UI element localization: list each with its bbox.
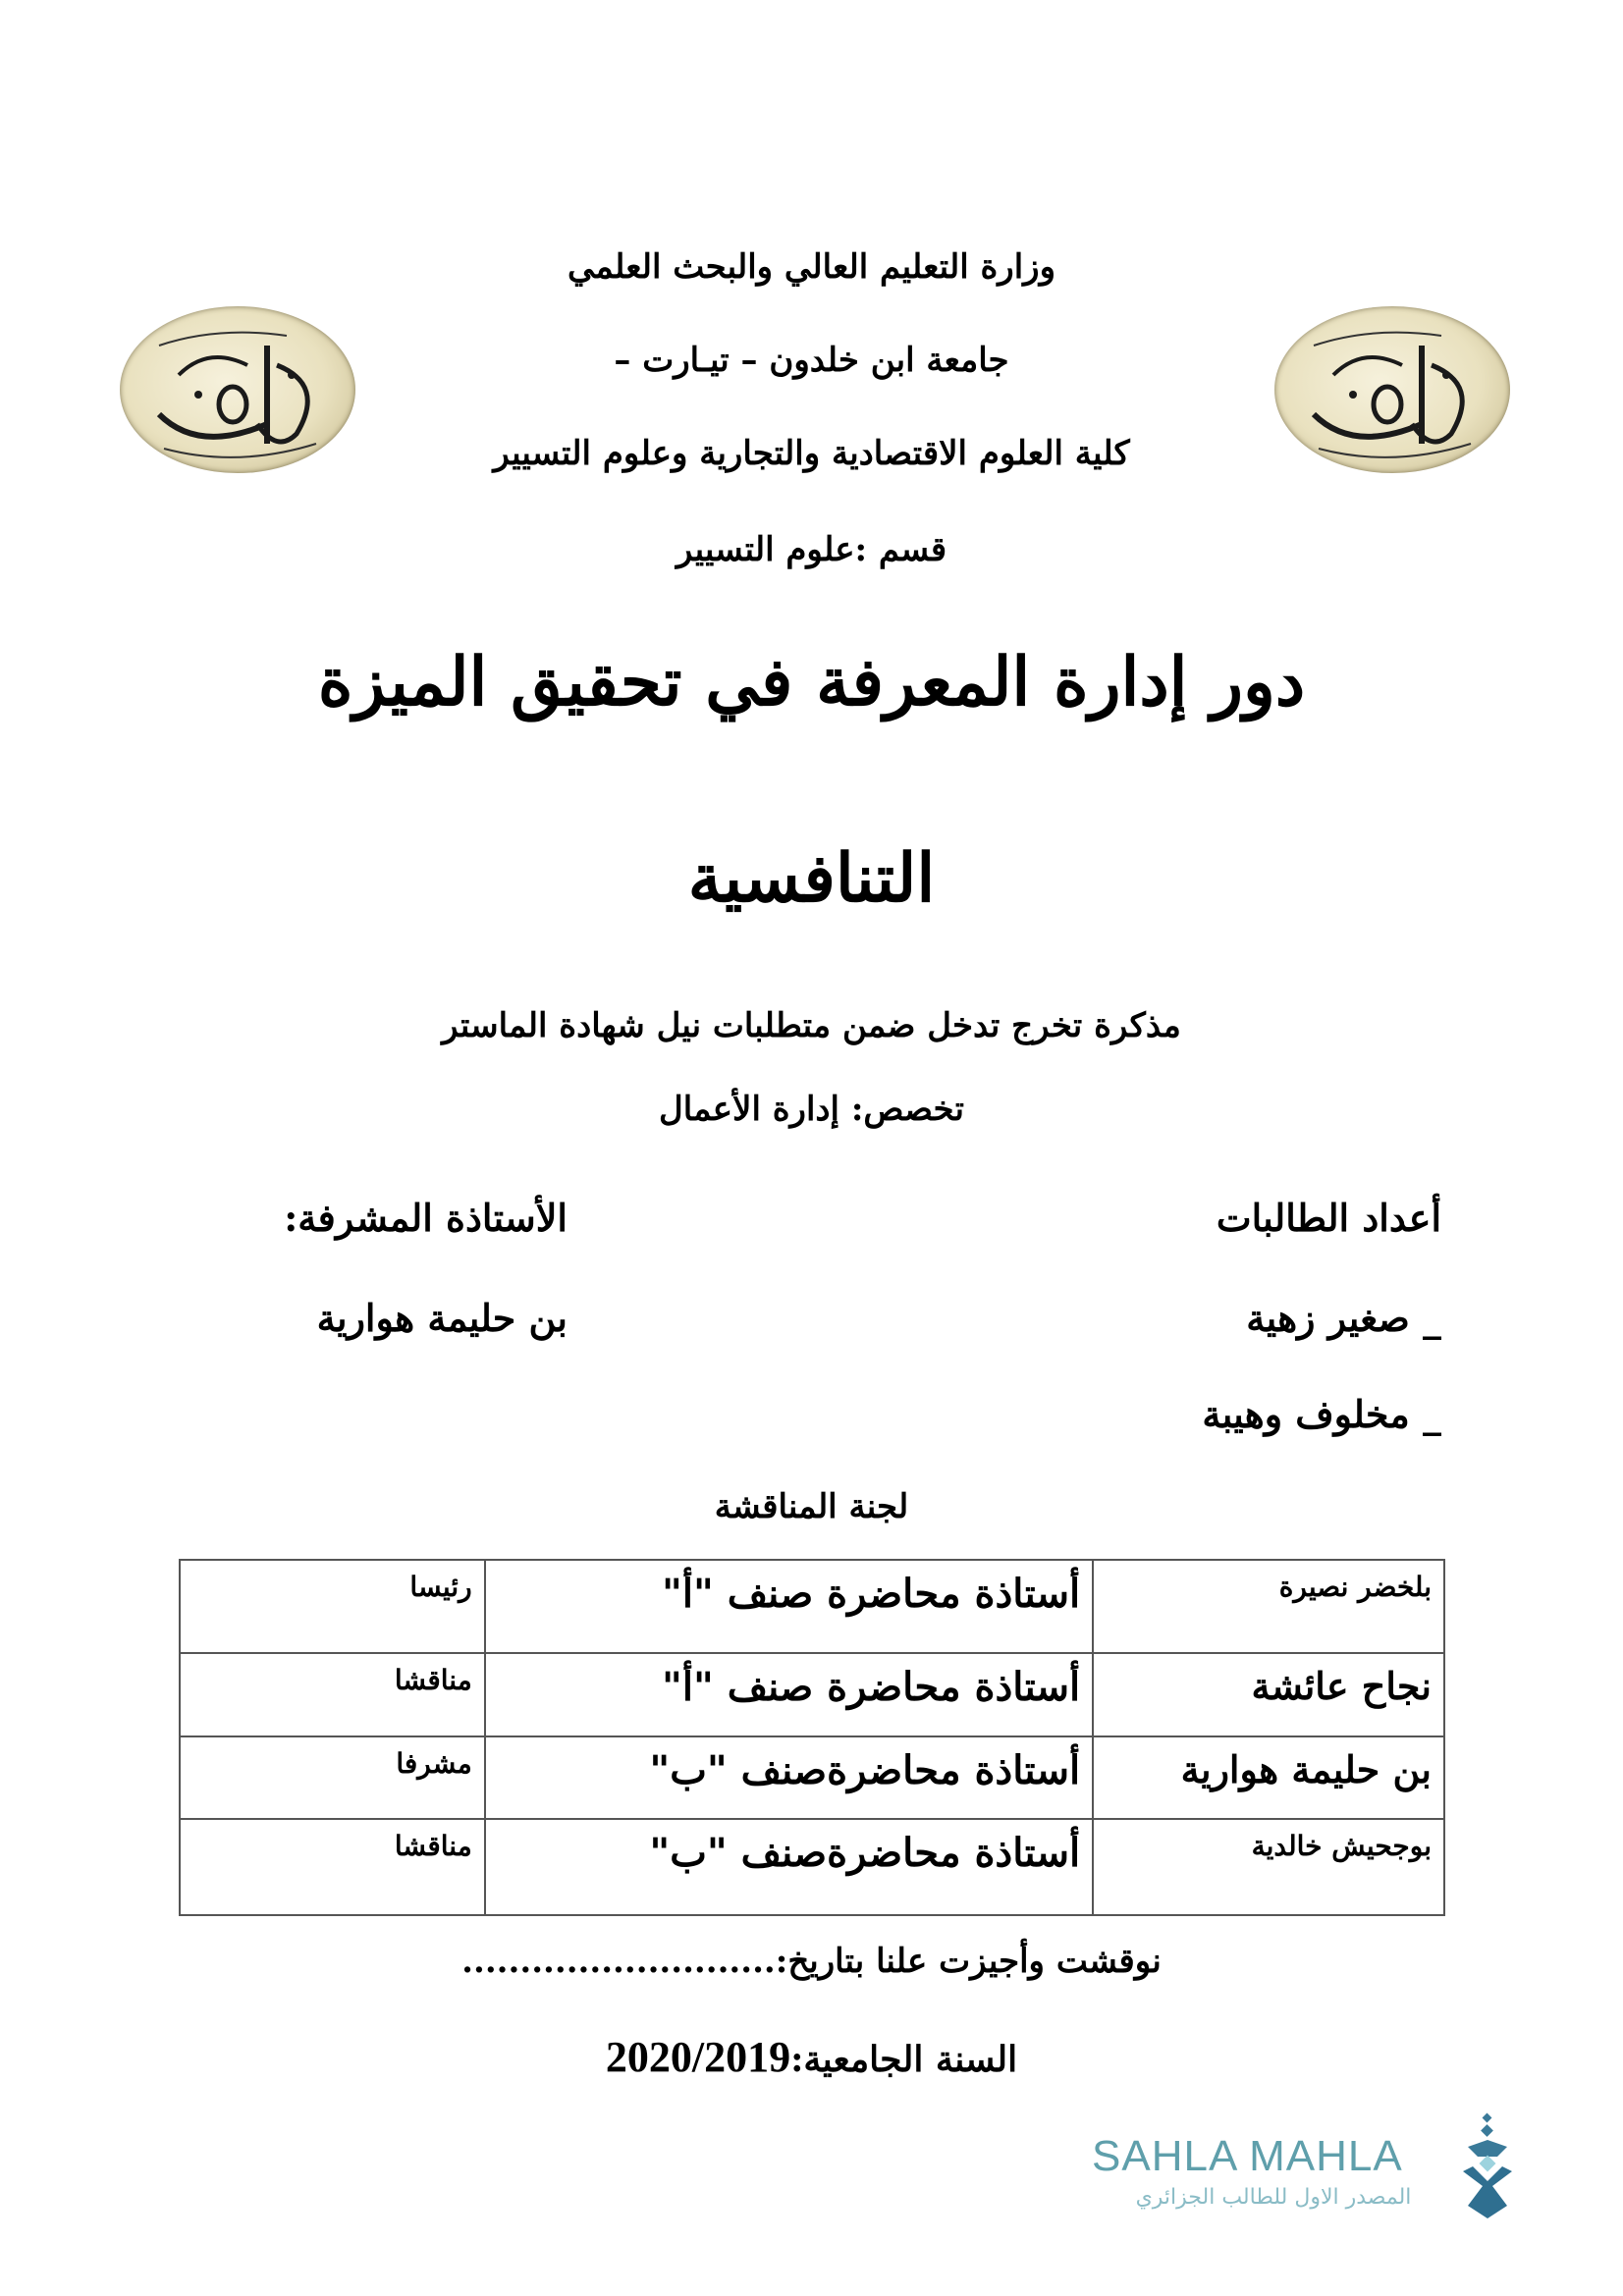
academic-year-label: السنة الجامعية: [790,2039,1018,2080]
table-row [180,1653,1444,1736]
member-name: بلخضر نصيرة [1093,1560,1444,1653]
member-rank: أستاذة محاضرة صنف "أ" [485,1653,1093,1736]
defense-date: نوقشت وأجيزت علنا بتاريخ:........................... [461,1942,1162,1981]
thesis-description: مذكرة تخرج تدخل ضمن متطلبات نيل شهادة الماستر [442,1006,1181,1045]
committee-table [179,1559,1445,1916]
faculty-name: كلية العلوم الاقتصادية والتجارية وعلوم التسيير [493,434,1130,473]
watermark-subtitle: المصدر الاول للطالب الجزائري [1135,2185,1412,2210]
member-name: بوجحيش خالدية [1093,1819,1444,1915]
students-label: أعداد الطالبات [1216,1196,1441,1240]
supervisor-label: الأستاذة المشرفة: [284,1196,568,1240]
member-rank: أستاذة محاضرةصنف "ب" [485,1736,1093,1819]
academic-year-value: 2020/2019 [605,2033,791,2081]
ministry-name: وزارة التعليم العالي والبحث العلمي [567,247,1056,287]
table-row [180,1819,1444,1915]
committee-title: لجنة المناقشة [714,1487,909,1526]
specialty: تخصص: إدارة الأعمال [659,1090,964,1129]
member-role: مناقشا [180,1653,485,1736]
member-name: نجاح عائشة [1093,1653,1444,1736]
watermark-title: SAHLA MAHLA [1092,2132,1403,2180]
member-name: بن حليمة هوارية [1093,1736,1444,1819]
student-name-2: _ مخلوف وهيبة [1202,1392,1441,1436]
thesis-title-line-2: التنافسية [687,839,936,918]
academic-year [0,2032,1623,2082]
member-role: رئيسا [180,1560,485,1653]
student-name-1: _ صغير زهية [1246,1296,1441,1340]
university-name: جامعة ابن خلدون – تيـارت – [614,341,1009,380]
member-rank: أستاذة محاضرة صنف "أ" [485,1560,1093,1653]
table-row [180,1560,1444,1653]
department-name: قسم :علوم التسيير [676,530,947,569]
supervisor-name: بن حليمة هوارية [316,1296,568,1340]
thesis-title-line-1: دور إدارة المعرفة في تحقيق الميزة [317,643,1306,721]
table-row [180,1736,1444,1819]
member-role: مناقشا [180,1819,485,1915]
sahla-mahla-watermark [1080,2110,1522,2228]
member-rank: أستاذة محاضرةصنف "ب" [485,1819,1093,1915]
member-role: مشرفا [180,1736,485,1819]
sahla-mahla-logo-icon [1458,2112,1517,2220]
